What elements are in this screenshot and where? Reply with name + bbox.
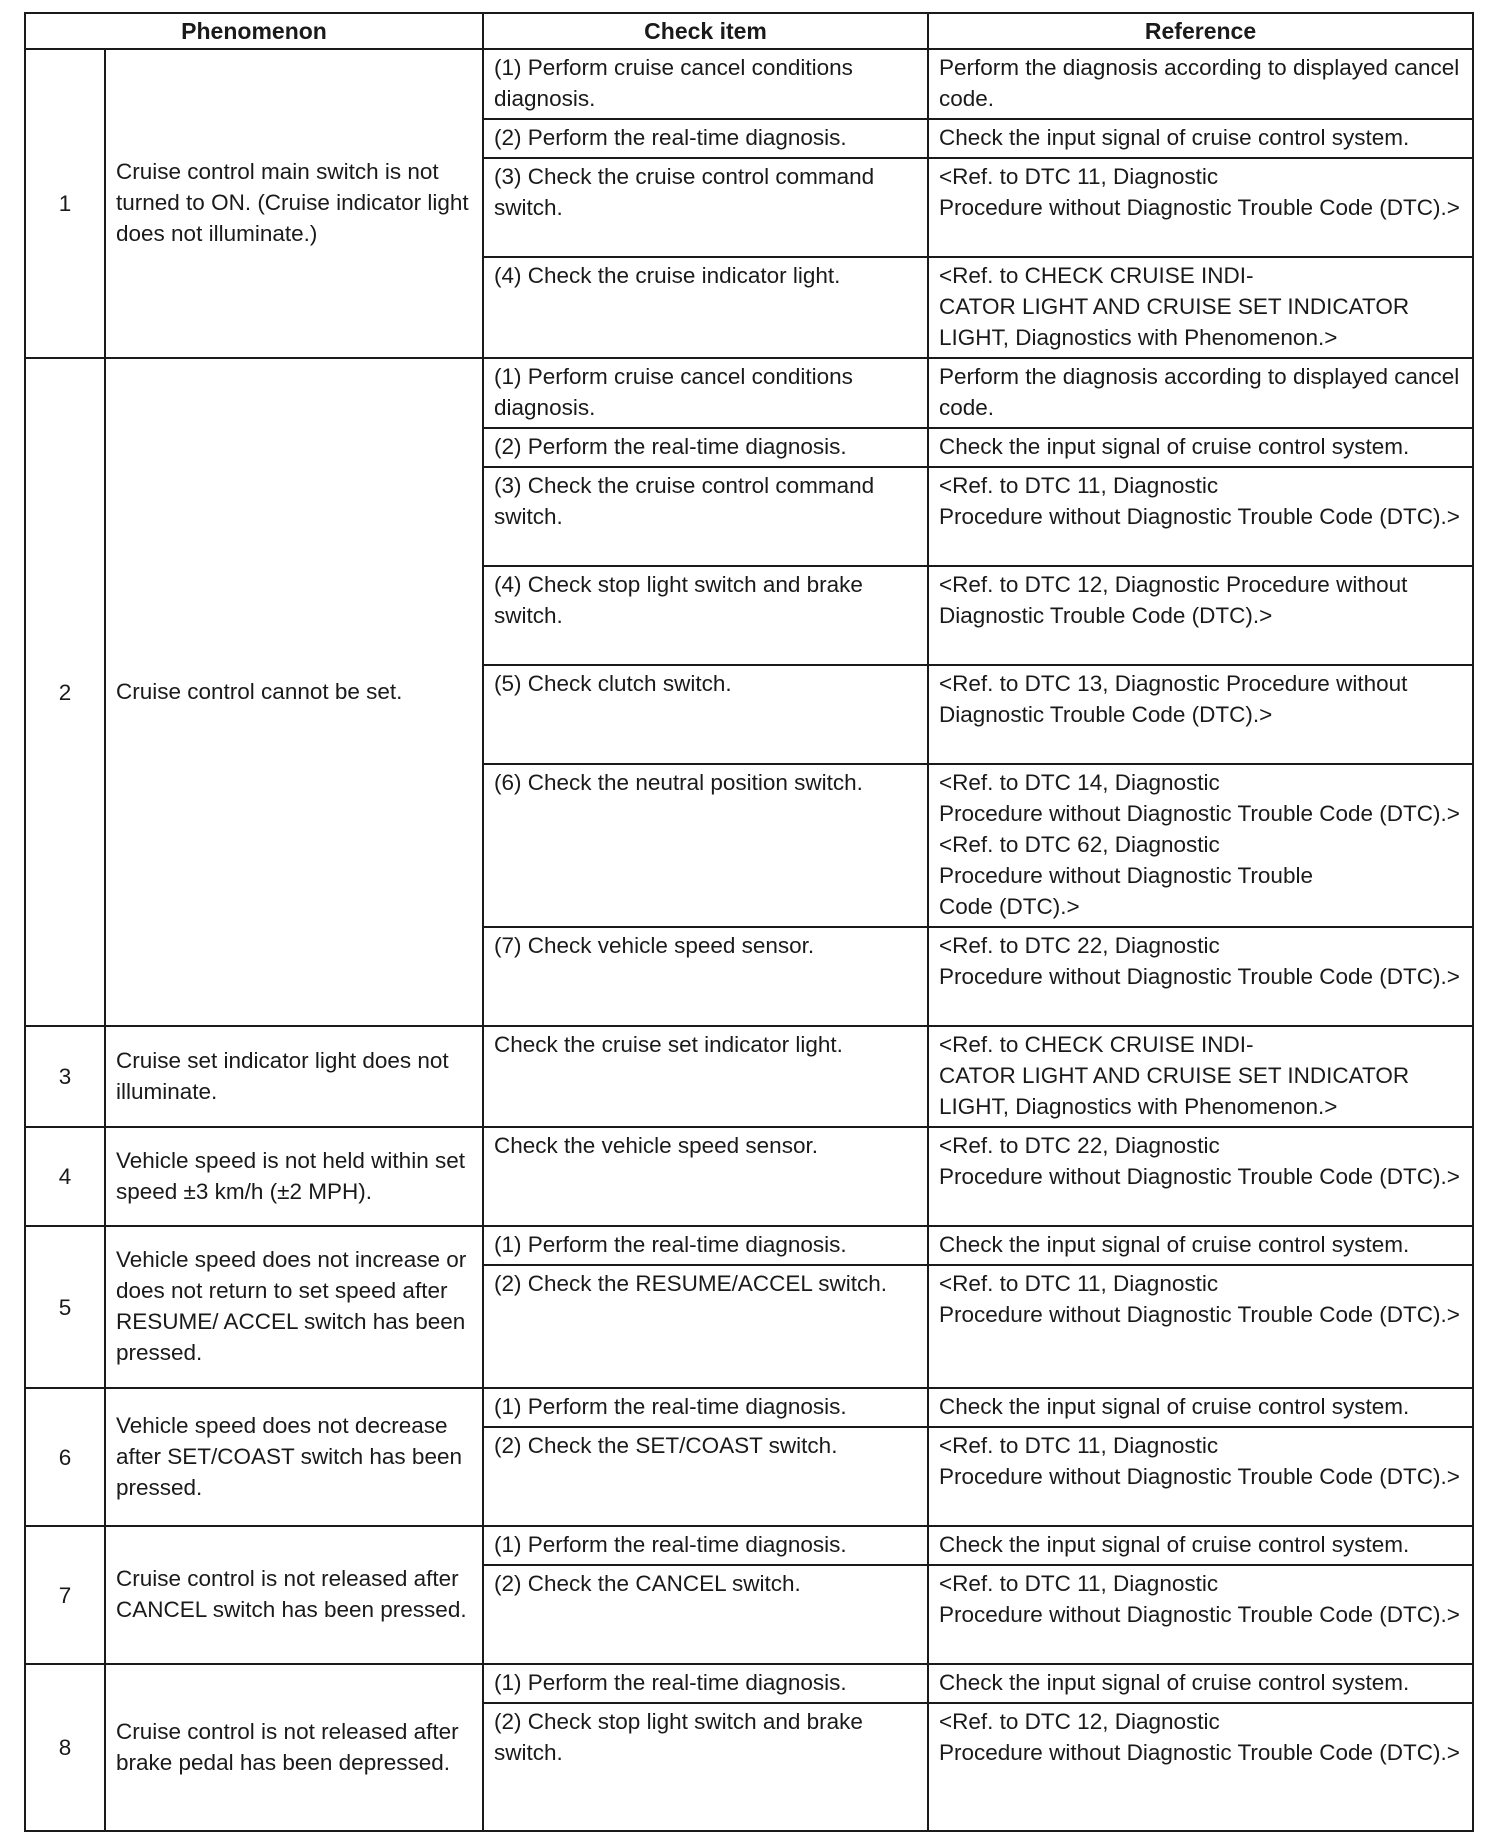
- header-row: [25, 13, 1473, 49]
- reference-cell: Perform the diagnosis according to displayed cancel code.: [928, 49, 1473, 119]
- check-item-cell: (3) Check the cruise control command switch.: [483, 158, 928, 257]
- check-item-cell: (1) Perform cruise cancel conditions diagnosis.: [483, 358, 928, 428]
- table-row: [25, 1026, 1473, 1127]
- header-phenomenon: Phenomenon: [25, 13, 483, 49]
- check-item-cell: (5) Check clutch switch.: [483, 665, 928, 764]
- reference-cell: <Ref. to DTC 11, Diagnostic Procedure without Diagnostic Trouble Code (DTC).>: [928, 1565, 1473, 1664]
- reference-cell: Check the input signal of cruise control system.: [928, 1526, 1473, 1565]
- header-check-item: Check item: [483, 13, 928, 49]
- phenomenon-number: 5: [25, 1226, 105, 1388]
- phenomenon-number: 6: [25, 1388, 105, 1526]
- reference-cell: <Ref. to DTC 13, Diagnostic Procedure without Diagnostic Trouble Code (DTC).>: [928, 665, 1473, 764]
- table-row: [25, 1664, 1473, 1703]
- check-item-cell: (2) Perform the real-time diagnosis.: [483, 119, 928, 158]
- reference-cell: Check the input signal of cruise control system.: [928, 1664, 1473, 1703]
- diagnostics-table: [24, 12, 1474, 1832]
- reference-cell: Check the input signal of cruise control system.: [928, 428, 1473, 467]
- reference-cell: <Ref. to DTC 14, Diagnostic Procedure without Diagnostic Trouble Code (DTC).> <Ref. to DTC 62, Diagnostic Procedure without Diagnostic Trouble Code (DTC).>: [928, 764, 1473, 927]
- phenomenon-cell: Cruise control is not released after CANCEL switch has been pressed.: [105, 1526, 483, 1664]
- header-reference: Reference: [928, 13, 1473, 49]
- reference-cell: <Ref. to CHECK CRUISE INDI- CATOR LIGHT AND CRUISE SET INDICATOR LIGHT, Diagnostics with Phenomenon.>: [928, 1026, 1473, 1127]
- check-item-cell: (1) Perform the real-time diagnosis.: [483, 1664, 928, 1703]
- check-item-cell: (3) Check the cruise control command switch.: [483, 467, 928, 566]
- reference-cell: <Ref. to DTC 11, Diagnostic Procedure without Diagnostic Trouble Code (DTC).>: [928, 1265, 1473, 1388]
- phenomenon-number: 1: [25, 49, 105, 358]
- check-item-cell: Check the vehicle speed sensor.: [483, 1127, 928, 1226]
- reference-cell: Check the input signal of cruise control system.: [928, 119, 1473, 158]
- phenomenon-number: 4: [25, 1127, 105, 1226]
- check-item-cell: (2) Check the SET/COAST switch.: [483, 1427, 928, 1526]
- phenomenon-cell: Vehicle speed is not held within set speed ±3 km/h (±2 MPH).: [105, 1127, 483, 1226]
- reference-cell: <Ref. to DTC 22, Diagnostic Procedure without Diagnostic Trouble Code (DTC).>: [928, 1127, 1473, 1226]
- reference-cell: <Ref. to DTC 11, Diagnostic Procedure without Diagnostic Trouble Code (DTC).>: [928, 467, 1473, 566]
- reference-cell: <Ref. to DTC 22, Diagnostic Procedure without Diagnostic Trouble Code (DTC).>: [928, 927, 1473, 1026]
- table-row: [25, 358, 1473, 428]
- check-item-cell: (6) Check the neutral position switch.: [483, 764, 928, 927]
- check-item-cell: (4) Check stop light switch and brake switch.: [483, 566, 928, 665]
- reference-cell: Perform the diagnosis according to displayed cancel code.: [928, 358, 1473, 428]
- check-item-cell: (1) Perform the real-time diagnosis.: [483, 1526, 928, 1565]
- phenomenon-cell: Cruise control cannot be set.: [105, 358, 483, 1026]
- check-item-cell: (2) Check the CANCEL switch.: [483, 1565, 928, 1664]
- table-row: [25, 1127, 1473, 1226]
- reference-cell: <Ref. to DTC 11, Diagnostic Procedure without Diagnostic Trouble Code (DTC).>: [928, 158, 1473, 257]
- reference-cell: Check the input signal of cruise control system.: [928, 1388, 1473, 1427]
- phenomenon-number: 2: [25, 358, 105, 1026]
- reference-cell: <Ref. to DTC 12, Diagnostic Procedure without Diagnostic Trouble Code (DTC).>: [928, 566, 1473, 665]
- check-item-cell: (1) Perform the real-time diagnosis.: [483, 1226, 928, 1265]
- check-item-cell: (2) Perform the real-time diagnosis.: [483, 428, 928, 467]
- phenomenon-number: 7: [25, 1526, 105, 1664]
- reference-cell: <Ref. to DTC 11, Diagnostic Procedure without Diagnostic Trouble Code (DTC).>: [928, 1427, 1473, 1526]
- phenomenon-cell: Cruise control main switch is not turned to ON. (Cruise indicator light does not illuminate.): [105, 49, 483, 358]
- reference-cell: Check the input signal of cruise control system.: [928, 1226, 1473, 1265]
- check-item-cell: (1) Perform the real-time diagnosis.: [483, 1388, 928, 1427]
- reference-cell: <Ref. to DTC 12, Diagnostic Procedure without Diagnostic Trouble Code (DTC).>: [928, 1703, 1473, 1831]
- phenomenon-cell: Vehicle speed does not decrease after SET/COAST switch has been pressed.: [105, 1388, 483, 1526]
- table-row: [25, 49, 1473, 119]
- table-row: [25, 1226, 1473, 1265]
- check-item-cell: (7) Check vehicle speed sensor.: [483, 927, 928, 1026]
- check-item-cell: (4) Check the cruise indicator light.: [483, 257, 928, 358]
- phenomenon-number: 3: [25, 1026, 105, 1127]
- phenomenon-number: 8: [25, 1664, 105, 1831]
- check-item-cell: Check the cruise set indicator light.: [483, 1026, 928, 1127]
- phenomenon-cell: Vehicle speed does not increase or does not return to set speed after RESUME/ ACCEL switch has been pressed.: [105, 1226, 483, 1388]
- check-item-cell: (1) Perform cruise cancel conditions diagnosis.: [483, 49, 928, 119]
- phenomenon-cell: Cruise set indicator light does not illuminate.: [105, 1026, 483, 1127]
- phenomenon-cell: Cruise control is not released after brake pedal has been depressed.: [105, 1664, 483, 1831]
- table-row: [25, 1388, 1473, 1427]
- reference-cell: <Ref. to CHECK CRUISE INDI- CATOR LIGHT AND CRUISE SET INDICATOR LIGHT, Diagnostics with Phenomenon.>: [928, 257, 1473, 358]
- table-row: [25, 1526, 1473, 1565]
- check-item-cell: (2) Check the RESUME/ACCEL switch.: [483, 1265, 928, 1388]
- check-item-cell: (2) Check stop light switch and brake switch.: [483, 1703, 928, 1831]
